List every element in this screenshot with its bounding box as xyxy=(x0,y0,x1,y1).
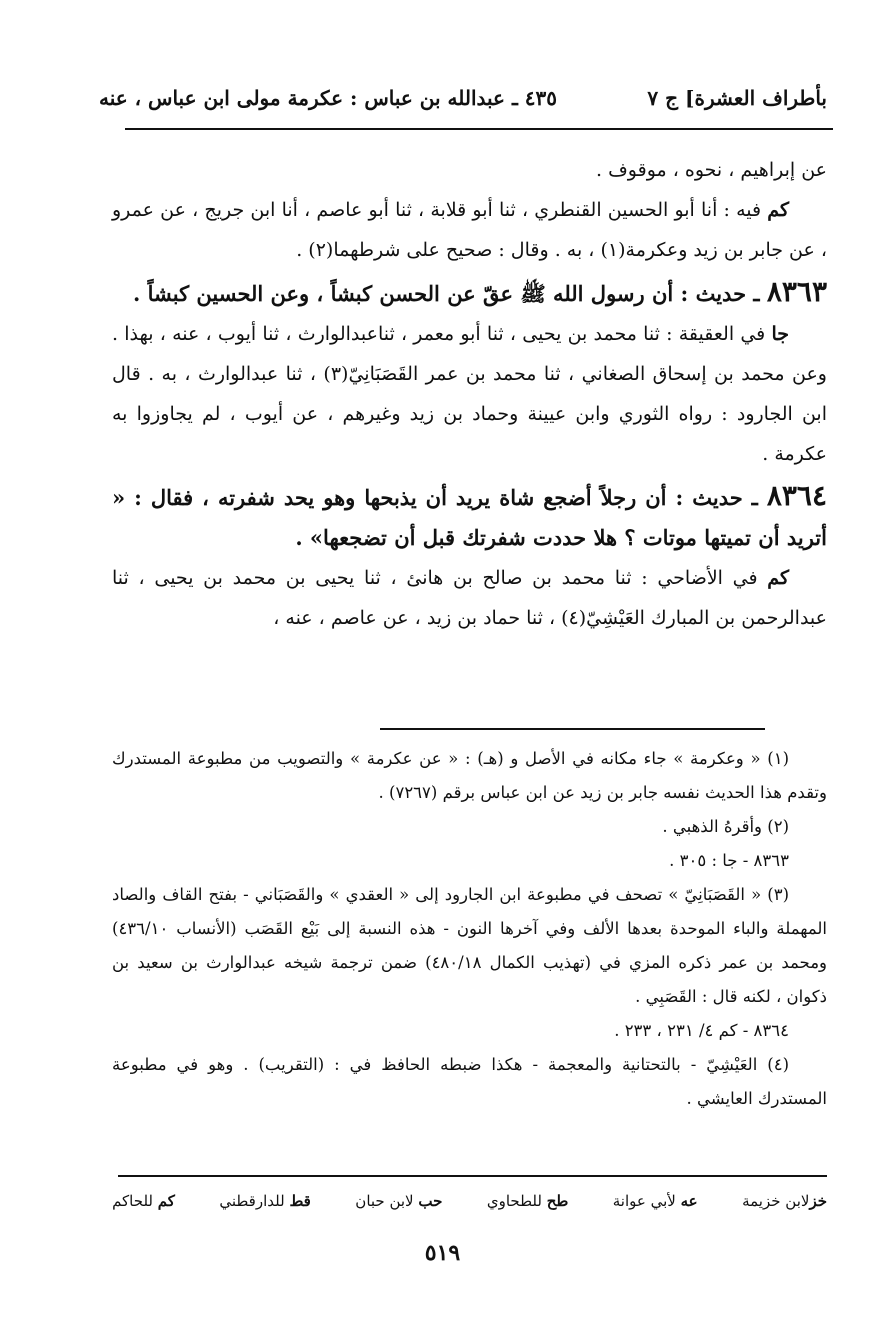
legend-abbr: حب xyxy=(418,1192,443,1210)
footnote: ٨٣٦٤ - كم ٤/ ٢٣١ ، ٢٣٣ . xyxy=(614,1021,789,1040)
hadith-number: ٨٣٦٣ xyxy=(766,275,827,308)
legend-abbr: قط xyxy=(289,1192,311,1210)
legend-name: للدارقطني xyxy=(219,1192,285,1210)
source-abbr: كم xyxy=(767,567,789,589)
hadith-number: ٨٣٦٤ xyxy=(766,479,827,512)
hadith-text: ـ حديث : أن رجلاً أضجع شاة يريد أن يذبحها وهو يحد شفرته ، فقال : « أتريد أن تميتها موتات ؟ هلا حددت شفرتك قبل أن تضجعها» . xyxy=(112,485,827,550)
legend-name: للطحاوي xyxy=(486,1192,542,1210)
legend-item xyxy=(742,1184,827,1218)
paragraph-text: في العقيقة : ثنا محمد بن يحيى ، ثنا أبو معمر ، ثناعبدالوارث ، ثنا أيوب ، عنه ، بهذا . وعن محمد بن إسحاق الصغاني ، ثنا محمد بن عمر القَصَبَانِيّ(٣) ، ثنا عبدالوارث ، به . قال ابن الجارود : رواه الثوري وابن عيينة وحماد بن زيد وغيرهم ، عن أيوب ، لم يجاوزوا به عكرمة . xyxy=(112,323,827,465)
running-header xyxy=(98,78,827,118)
legend-abbr: كم xyxy=(157,1192,175,1210)
abbreviation-legend xyxy=(112,1184,827,1218)
legend-abbr: طح xyxy=(546,1192,569,1210)
main-text xyxy=(112,150,827,638)
legend-name: لابن حبان xyxy=(355,1192,414,1210)
paragraph-text: في الأضاحي : ثنا محمد بن صالح بن هانئ ، ثنا يحيى بن محمد بن يحيى ، ثنا عبدالرحمن بن المبارك العَيْشِيّ(٤) ، ثنا حماد بن زيد ، عن عاصم ، عنه ، xyxy=(112,567,827,629)
kam-paragraph xyxy=(112,190,827,270)
header-book-title: بأطراف العشرة] ج ٧ xyxy=(647,86,827,110)
legend-item xyxy=(219,1184,311,1218)
header-rule xyxy=(125,128,833,130)
footnote: (١) « وعكرمة » جاء مكانه في الأصل و (هـ) : « عن عكرمة » والتصويب من مطبوعة المستدرك وتقدم هذا الحديث نفسه جابر بن زيد عن ابن عباس برقم (٧٢٦٧) . xyxy=(112,749,827,802)
ja-paragraph xyxy=(112,314,827,474)
source-abbr: كم xyxy=(767,199,789,221)
source-abbr: جا xyxy=(771,323,789,345)
page-number: ٥١٩ xyxy=(424,1240,461,1266)
legend-name: للحاكم xyxy=(112,1192,153,1210)
paragraph-text: فيه : أنا أبو الحسين القنطري ، ثنا أبو قلابة ، ثنا أبو عاصم ، أنا ابن جريج ، عن عمرو ، عن جابر بن زيد وعكرمة(١) ، به . وقال : صحيح على شرطهما(٢) . xyxy=(112,199,827,261)
header-chapter: ٤٣٥ ـ عبدالله بن عباس : عكرمة مولى ابن عباس ، عنه xyxy=(98,86,557,110)
kam-paragraph xyxy=(112,558,827,638)
footnote-rule xyxy=(380,728,765,730)
legend-item xyxy=(613,1184,698,1218)
legend-abbr: عه xyxy=(680,1192,698,1210)
footnote: (٤) العَيْشِيّ - بالتحتانية والمعجمة - هكذا ضبطه الحافظ في : (التقريب) . وهو في مطبوعة المستدرك العايشي . xyxy=(112,1055,827,1108)
legend-rule xyxy=(118,1175,827,1177)
legend-item xyxy=(112,1184,175,1218)
legend-item xyxy=(487,1184,568,1218)
hadith-text: ـ حديث : أن رسول الله ﷺ عقّ عن الحسن كبشاً ، وعن الحسين كبشاً . xyxy=(132,281,767,306)
text-line: عن إبراهيم ، نحوه ، موقوف . xyxy=(596,159,827,181)
legend-abbr: خز xyxy=(809,1192,827,1210)
legend-name: لابن خزيمة xyxy=(742,1192,810,1210)
hadith-8364 xyxy=(112,476,827,558)
legend-name: لأبي عوانة xyxy=(612,1192,676,1210)
hadith-8363 xyxy=(112,272,827,314)
footnotes xyxy=(112,742,827,1116)
footnote: ٨٣٦٣ - جا : ٣٠٥ . xyxy=(669,851,789,870)
legend-item xyxy=(355,1184,442,1218)
footnote: (٣) « القَصَبَانِيّ » تصحف في مطبوعة ابن الجارود إلى « العقدي » والقَصَبَاني - بفتح القاف والصاد المهملة والباء الموحدة بعدها الألف وفي آخرها النون - هذه النسبة إلى بَيْع القَصَب (الأنساب ٤٣٦/١٠) ومحمد بن عمر ذكره المزي في (تهذيب الكمال ٤٨٠/١٨) ضمن ترجمة شيخه عبدالوارث بن سعيد بن ذكوان ، لكنه قال : القَصَبِي . xyxy=(112,885,827,1006)
footnote: (٢) وأقرهُ الذهبي . xyxy=(662,817,789,836)
